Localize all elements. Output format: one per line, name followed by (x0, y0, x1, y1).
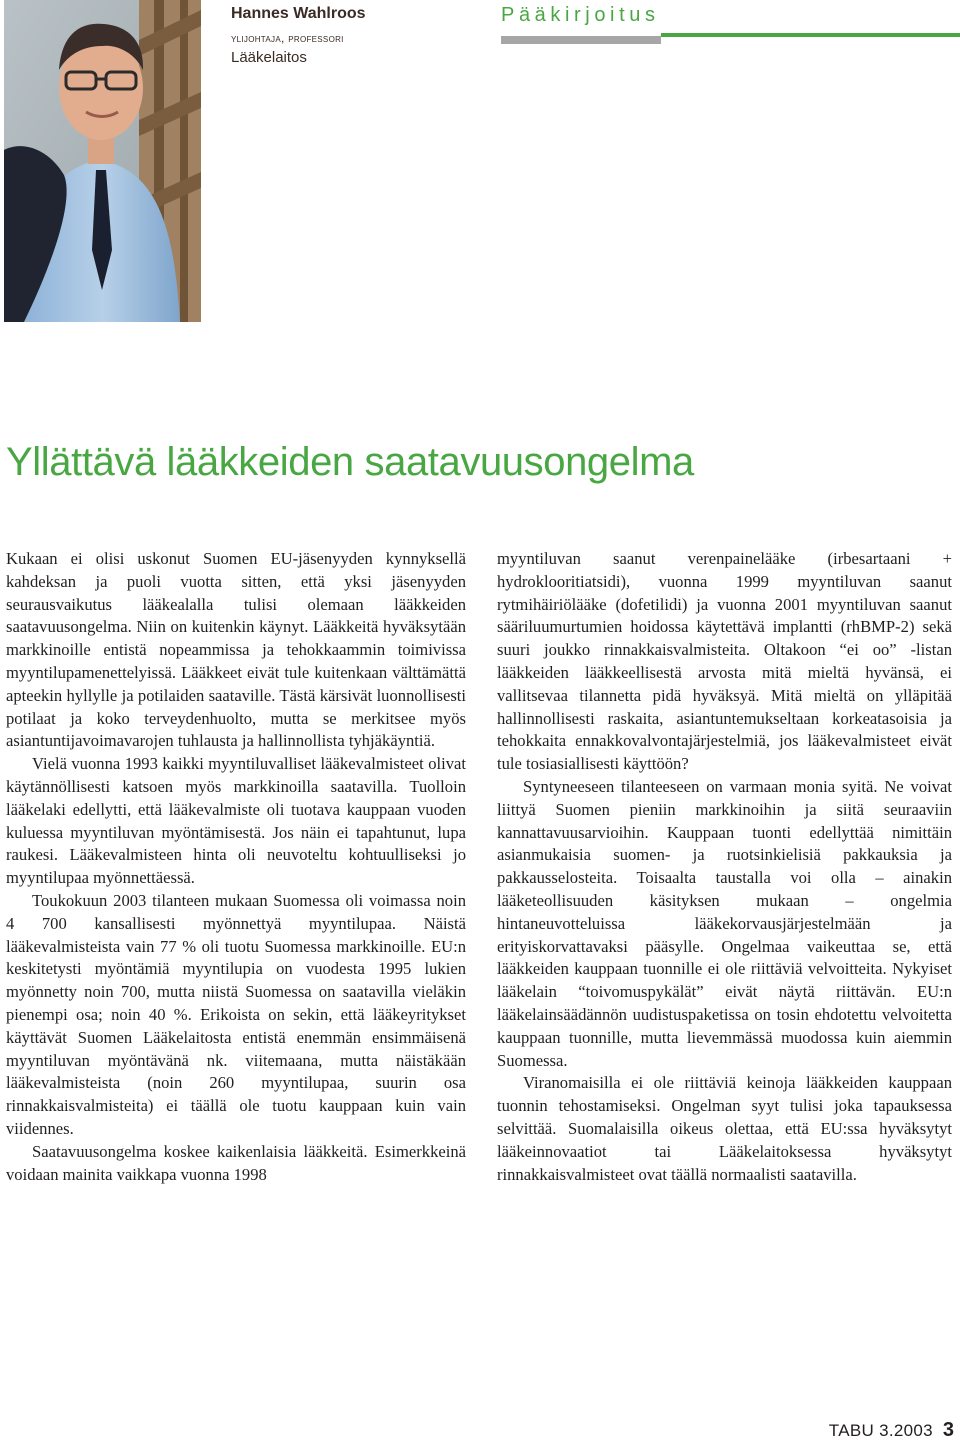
author-photo (4, 0, 201, 322)
author-name: Hannes Wahlroos (231, 5, 366, 22)
paragraph: myyntiluvan saanut verenpainelääke (irbesartaani + hydroklooritiatsidi), vuonna 1999 myyntiluvan saanut rytmihäiriölääke (dofetilidi) ja vuonna 2001 myyntiluvan saanut sääriluumurtumien hoidossa käytettävä implantti (rhBMP-2) sekä suuri joukko rinnakkaisvalmisteita. Oltakoon “ei oo” -listan lääkkeiden lääkkeellisestä arvosta mitä mieltä hyvänsä, ei vallitsevaa tilannetta pidä hyväksyä. Mitä mieltä on ylläpitää hallinnollisesti raskaita, asiantuntemukseltaan korkeatasoisia ja tehokkaita ennakkovalvontajärjestelmiä, jos lääkevalmisteet eivät tule tosiasiallisesti käyttöön? (497, 549, 952, 774)
paragraph: Saatavuusongelma koskee kaikenlaisia lääkkeitä. Esimerkkeinä voidaan mainita vaikkapa vuonna 1998 (6, 1141, 466, 1184)
header-rule-gray (501, 36, 661, 44)
paragraph: Syntyneeseen tilanteeseen on varmaan monia syitä. Ne voivat liittyä Suomen pieniin markkinoihin ja siitä seuraaviin kannattavuusarvioihin. Kauppaan tuonti edellyttää nimittäin asianmukaisia suomen- ja ruotsinkielisiä pakkauksia ja pakkausselosteita. Toisaalta taustalla voi olla – ainakin lääketeollisuuden käsityksen mukaan – ongelmia hintaneuvotteluissa lääkekorvausjärjestelmään ja erityiskorvattavaksi pääsylle. Ongelmaa vaikeuttaa se, että lääkkeiden kauppaan tuonnille ei ole riittäviä velvoitteita. Nykyiset lääkelain “toivomuspykälät” eivät näytä riittävän. EU:n lääkelainsäädännön uudistuspaketissa on tosin ehdotettu velvoitetta kauppaan tuonnille, mutta lievemmässä muodossa kuin aiemmin Suomessa. (497, 776, 952, 1070)
article-right-column (497, 548, 952, 1186)
paragraph: Viranomaisilla ei ole riittäviä keinoja lääkkeiden kauppaan tuonnin tehostamiseksi. Ongelman syyt tulisi joka tapauksessa selvittää. Suomalaisilla oikeus olettaa, että EU:ssa hyväksytyt lääkeinnovaatiot tai Lääkelaitoksessa hyväksytyt rinnakkaisvalmisteet ovat täällä normaalisti saatavilla. (497, 1073, 952, 1184)
section-label: Pääkirjoitus (501, 4, 660, 26)
article-headline: Yllättävä lääkkeiden saatavuusongelma (6, 440, 694, 484)
paragraph: Kukaan ei olisi uskonut Suomen EU-jäsenyyden kynnyksellä kahdeksan ja puoli vuotta sitten, että yksi jäsenyyden seurausvaikutus lääkealalla tulisi olemaan lääkkeiden saatavuusongelma. Niin on kuitenkin käynyt. Lääkkeitä hyväksytään markkinoille entistä nopeammissa ja tehokkaammin toimivissa myyntilupamenettelyissä. Lääkkeet eivät tule kuitenkaan välttämättä apteekin hyllylle ja potilaiden saataville. Tästä kärsivät luonnollisesti potilaat ja koko terveydenhuolto, mutta se merkitsee myös asiantuntijavoimavarojen tuhlausta ja hallinnollista tyhjäkäyntiä. (6, 549, 466, 751)
issue-label: TABU 3.2003 (828, 1421, 933, 1440)
paragraph: Toukokuun 2003 tilanteen mukaan Suomessa oli voimassa noin 4 700 kansallisesti myönnettyä myyntilupaa. Näistä lääkevalmisteista vain 77 % oli tuotu Suomessa markkinoille. EU:n keskitetysti myöntämiä myyntilupia on vuodesta 1995 lukien myönnetty noin 700, mutta niistä Suomessa on saatavilla vieläkin pienempi osa; noin 40 %. Erikoista on sekin, että lääkeyritykset käyttävät Suomen Lääkelaitosta entistä enemmän ensimmäisenä myyntiluvan myöntävänä nk. viitemaana, mutta näistäkään lääkevalmisteista (noin 260 myyntilupaa, suurin osa rinnakkaisvalmisteita) ei täällä ole tuotu kauppaan kuin vain viidennes. (6, 890, 466, 1138)
author-organization: Lääkelaitos (231, 49, 307, 66)
page-footer (829, 1419, 954, 1442)
header-rule-green (661, 33, 960, 37)
paragraph: Vielä vuonna 1993 kaikki myyntiluvalliset lääkevalmisteet olivat käytännöllisesti katsoen myös markkinoilla saatavilla. Tuolloin lääkelaki edellytti, että lääkevalmiste oli tuotava kauppaan vuoden kuluessa myyntiluvan myöntämisestä. Jos näin ei tapahtunut, lupa raukesi. Lääkevalmisteen hinta oli neuvoteltu kohtuulliseksi jo myyntilupaa myönnettäessä. (6, 754, 466, 888)
author-title: ylijohtaja, professori (231, 31, 344, 45)
article-left-column (6, 548, 466, 1186)
author-block (231, 4, 471, 68)
page-number: 3 (942, 1419, 954, 1441)
